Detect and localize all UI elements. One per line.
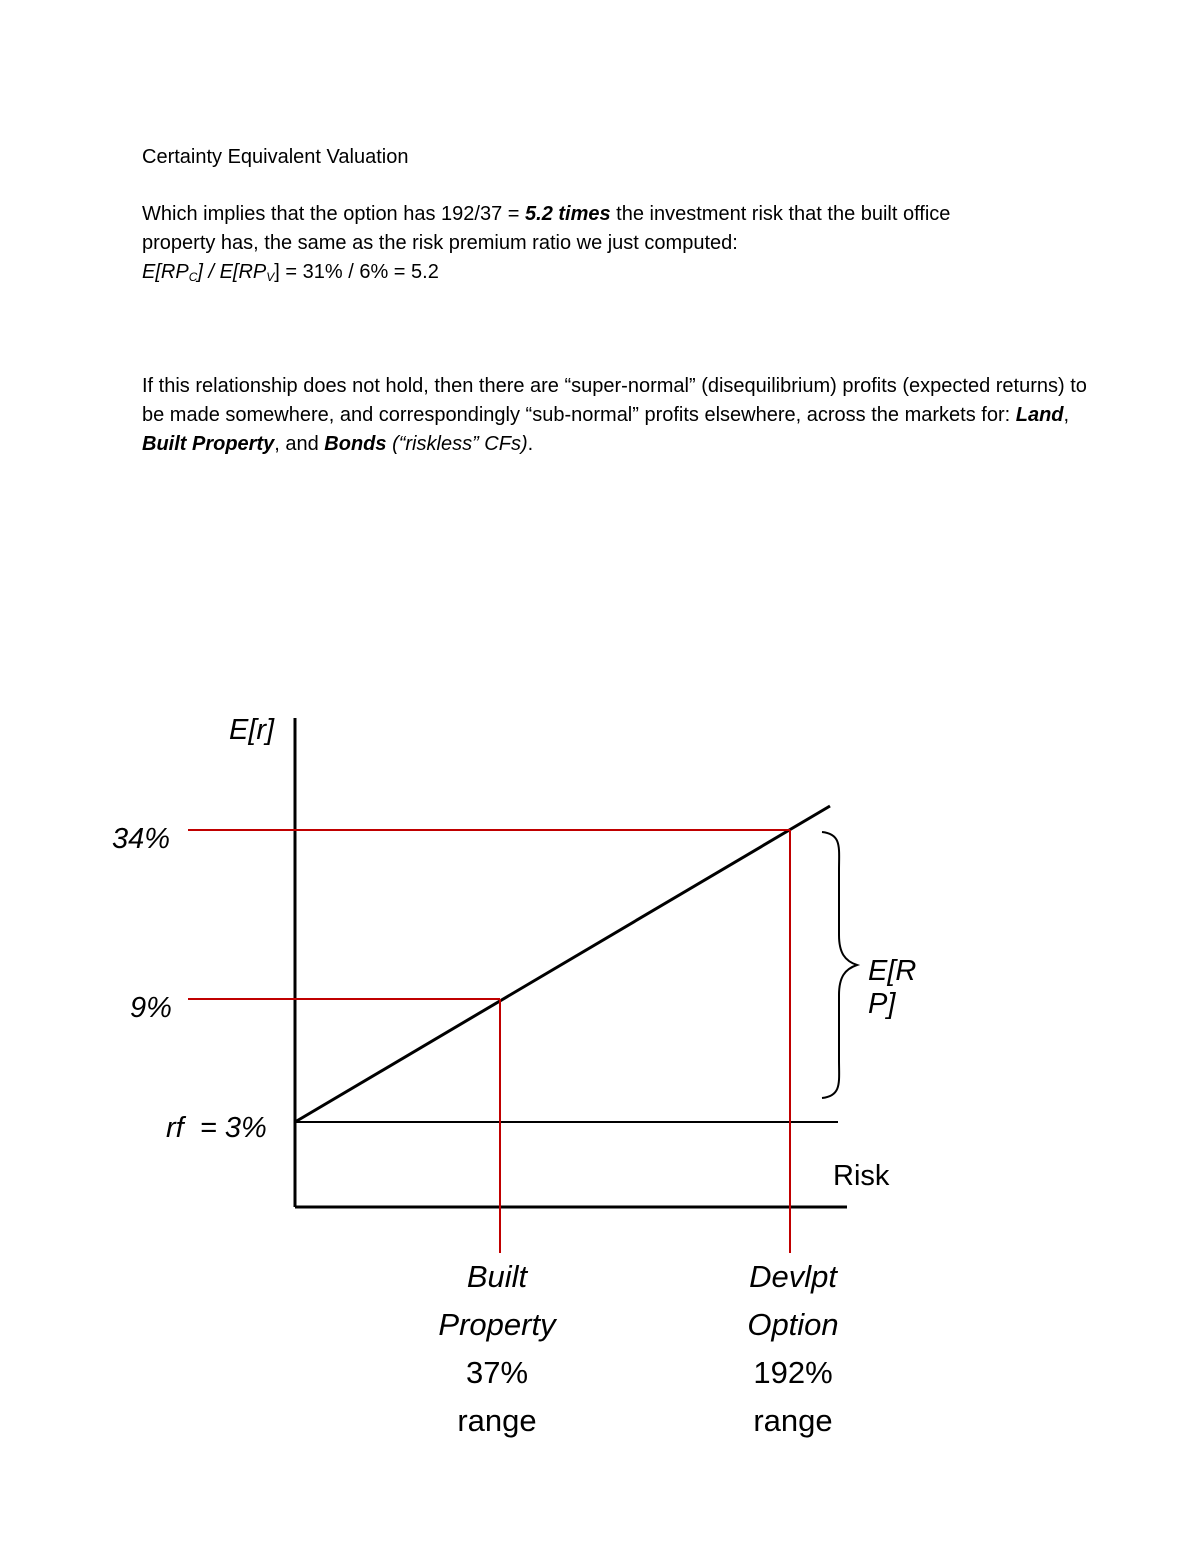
security-market-line [295,806,830,1122]
page-heading: Certainty Equivalent Valuation [142,146,409,168]
y-axis-label: E[r] [229,714,275,746]
para1-line1-post: the investment risk that the built office [610,203,951,225]
ytick-9: 9% [130,992,172,1024]
x-axis-label: Risk [833,1160,890,1192]
label-built-property: Built Property 37% range [438,1259,556,1438]
formula: $E[RP_C] / E[RP_V$ [142,261,275,284]
para2-text: If this relationship does not hold, then there are “super-normal” (disequilibrium) profits (expected returns) to be made somewhere, and correspondingly “sub-normal” profits elsewhere, across the markets for: [142,375,1087,426]
term-land: Land [1015,404,1064,426]
para1-line1-pre: Which implies that the option has 192/37 = [142,203,526,225]
term-bonds: Bonds [324,433,387,455]
para1-line2: property has, the same as the risk premium ratio we just computed: [142,232,738,254]
paragraph-disequilibrium: If this relationship does not hold, then there are “super-normal” (disequilibrium) profits (expected returns) to be made somewhere, and correspondingly “sub-normal” profits elsewhere, across the markets for: Land, Built Property, and Bonds (“riskless” CFs). [142,375,1087,455]
riskless-note: (“riskless” CFs) [386,433,528,455]
ytick-rf: rf = 3% [166,1112,267,1144]
label-devlpt-option: Devlpt Option 192% range [747,1259,839,1438]
brace-label: E[R P] [868,955,917,1020]
para1-emphasis: 5.2 times [525,203,611,225]
risk-premium-brace [822,832,857,1098]
term-built-property: Built Property [142,433,275,455]
formula-result: ] = 31% / 6% = 5.2 [274,261,439,283]
ytick-34: 34% [112,823,171,855]
